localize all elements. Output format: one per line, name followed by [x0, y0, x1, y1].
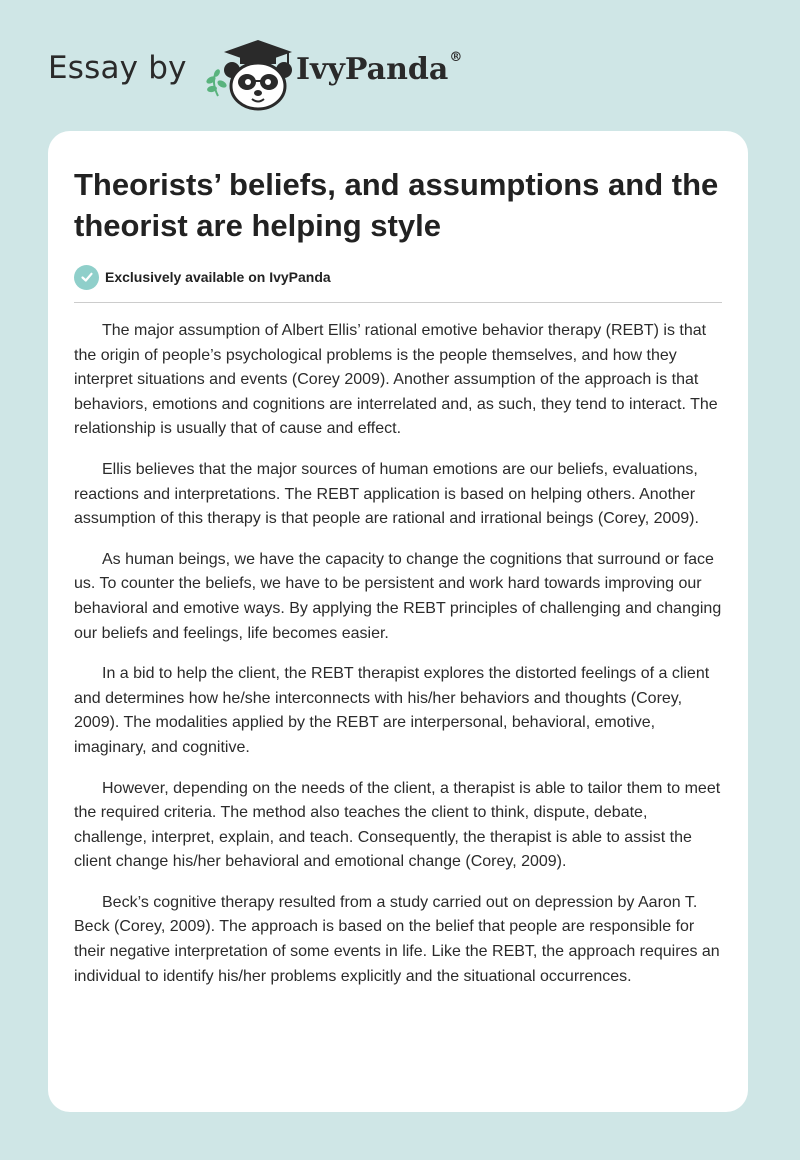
essay-body	[74, 319, 724, 1005]
panda-graduate-logo-icon	[200, 36, 296, 112]
paragraph: Beck’s cognitive therapy resulted from a study carried out on depression by Aaron T. Beck (Corey, 2009). The approach is based on the belief that people are responsible for their negative interpretation of some events in life. Like the REBT, the approach requires an individual to identify his/her problems explicitly and the situational occurrences.	[74, 893, 720, 985]
brand-text: IvyPanda	[296, 52, 449, 87]
paragraph: However, depending on the needs of the client, a therapist is able to tailor them to meet the required criteria. The method also teaches the client to think, dispute, debate, challenge, interpret, explain, and teach. Consequently, the therapist is able to assist the client change his/her behavioral and emotional change (Corey, 2009).	[74, 779, 721, 871]
paragraph: In a bid to help the client, the REBT therapist explores the distorted feelings of a client and determines how he/she interconnects with his/her behaviors and thoughts (Corey, 2009). The modalities applied by the REBT are interpersonal, behavioral, emotive, imaginary, and cognitive.	[74, 665, 710, 756]
essay-title: Theorists’ beliefs, and assumptions and the theorist are helping style	[74, 167, 719, 243]
brand-name	[296, 52, 462, 87]
site-header	[48, 36, 508, 112]
paragraph: The major assumption of Albert Ellis’ rational emotive behavior therapy (REBT) is that the origin of people’s psychological problems is the people themselves, and how they interpret situations and events (Corey 2009). Another assumption of the approach is that behaviors, emotions and cognitions are interrelated and, as such, they tend to interact. The relationship is usually that of cause and effect.	[74, 322, 718, 438]
title-divider	[74, 302, 722, 303]
exclusive-badge	[74, 264, 331, 290]
check-circle-icon	[74, 265, 99, 290]
essay-card	[48, 131, 748, 1112]
exclusive-badge-label: Exclusively available on IvyPanda	[105, 269, 331, 285]
paragraph: Ellis believes that the major sources of human emotions are our beliefs, evaluations, reactions and interpretations. The REBT application is based on helping others. Another assumption of this therapy is that people are rational and irrational beings (Corey, 2009).	[74, 460, 699, 528]
paragraph: As human beings, we have the capacity to change the cognitions that surround or face us. To counter the beliefs, we have to be persistent and work hard towards improving our behavioral and emotive ways. By applying the REBT principles of challenging and changing our beliefs and feelings, life becomes easier.	[74, 550, 722, 642]
essay-by-label: Essay by	[48, 50, 187, 86]
registered-mark: ®	[449, 50, 463, 65]
